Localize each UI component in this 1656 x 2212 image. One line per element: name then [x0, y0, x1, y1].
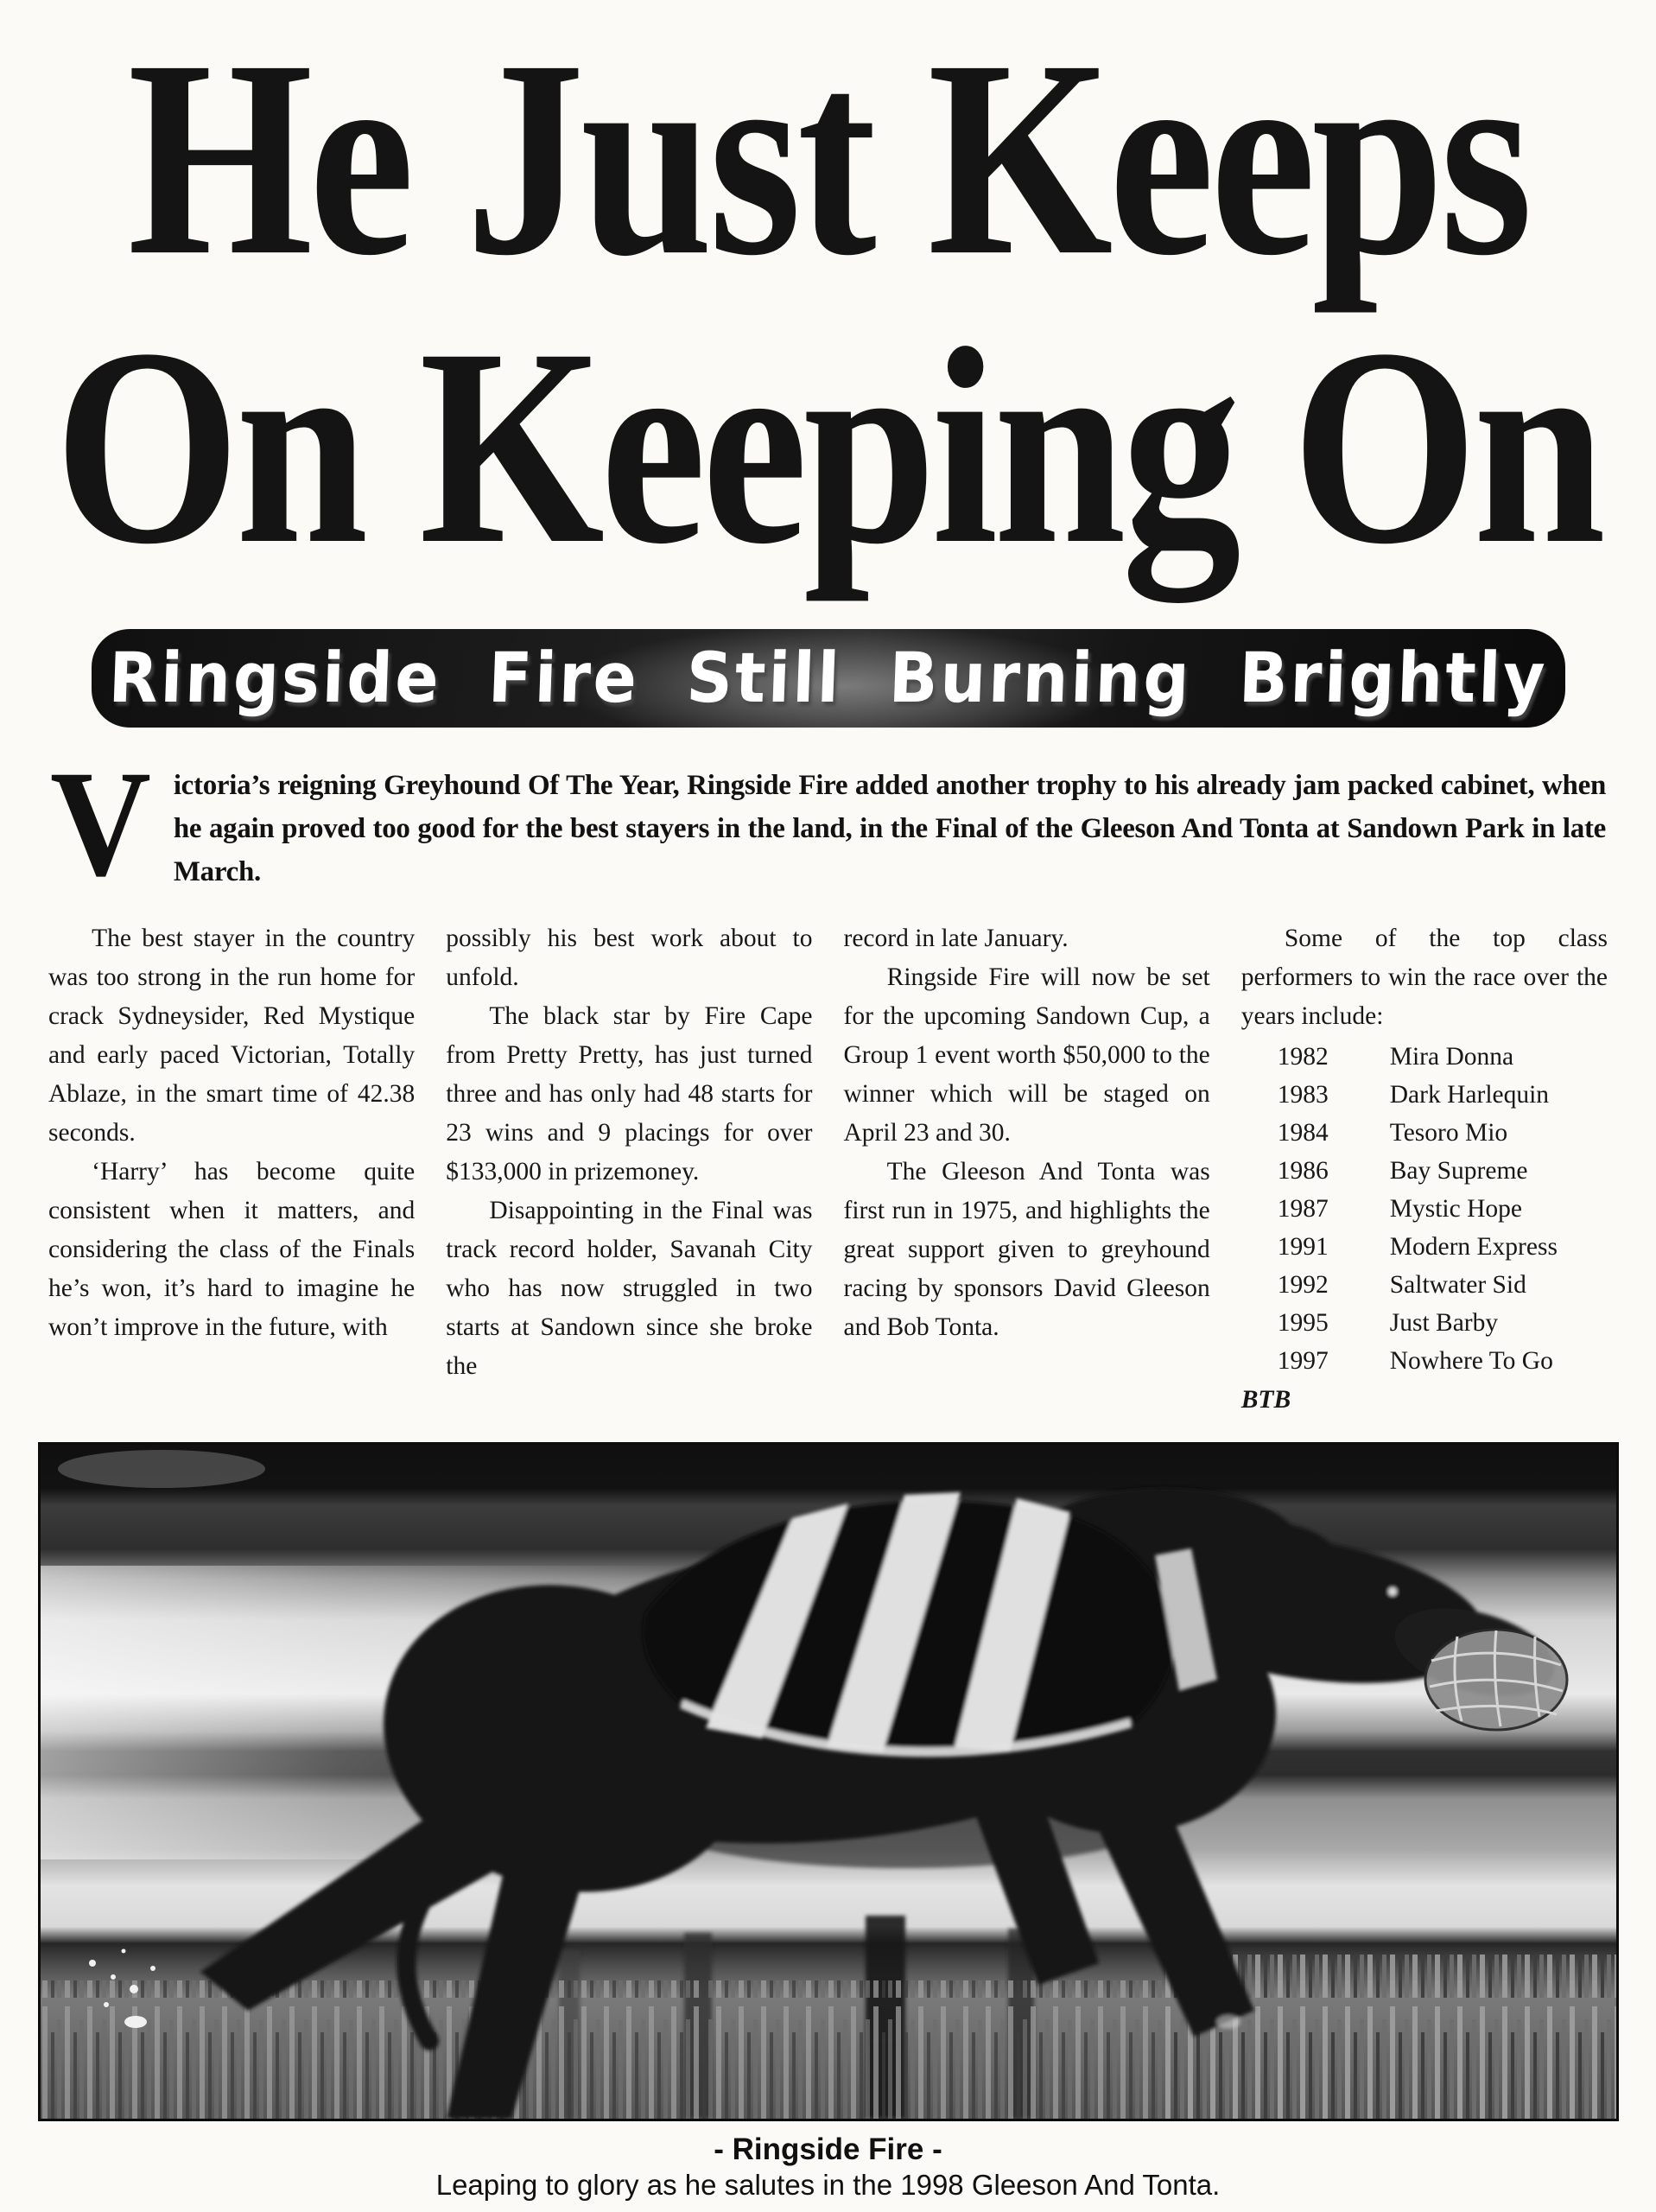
winner-name: Bay Supreme: [1389, 1157, 1528, 1185]
winner-row: [1241, 1228, 1608, 1266]
sign-off: BTB: [1240, 1386, 1291, 1414]
paragraph: Disappointing in the Final was track record holder, Savanah City who has now struggled in two starts at Sandown since she broke the: [446, 1197, 813, 1380]
winner-name: Nowhere To Go: [1389, 1347, 1553, 1375]
winner-year: 1983: [1277, 1081, 1329, 1109]
winner-year: 1997: [1277, 1347, 1329, 1375]
winner-row: [1241, 1038, 1608, 1076]
winner-name: Modern Express: [1389, 1233, 1558, 1261]
paragraph: The Gleeson And Tonta was first run in 1975, and highlights the great support given to greyhound racing by sponsors David Gleeson and Bob Tonta.: [843, 1158, 1210, 1341]
winner-year: 1982: [1277, 1043, 1329, 1071]
paragraph: record in late January.: [843, 925, 1069, 952]
winner-row: [1241, 1342, 1608, 1380]
winner-name: Mira Donna: [1389, 1043, 1514, 1071]
caption-text: Leaping to glory as he salutes in the 1998 Gleeson And Tonta.: [435, 2169, 1221, 2201]
winner-year: 1986: [1277, 1157, 1329, 1185]
headline-line-2: On Keeping On: [54, 289, 1602, 602]
winner-row: [1241, 1076, 1608, 1114]
column-4: [1241, 919, 1608, 1420]
photo-caption: [0, 2132, 1656, 2202]
headline-line-1: He Just Keeps: [127, 1, 1529, 314]
winner-row: [1241, 1190, 1608, 1228]
winner-year: 1984: [1277, 1119, 1329, 1147]
winner-name: Saltwater Sid: [1389, 1271, 1526, 1299]
subheadline-banner: [92, 629, 1565, 728]
winner-name: Dark Harlequin: [1389, 1081, 1550, 1109]
column-3: [844, 919, 1210, 1420]
paragraph: The black star by Fire Cape from Pretty Pretty, has just turned three and has only had 48 starts for 23 wins and 9 placings for over $133,000 in prizemoney.: [446, 1002, 813, 1185]
photo-frame: [38, 1442, 1619, 2121]
paragraph: The best stayer in the country was too strong in the run home for crack Sydneysider, Red Mystique and early paced Victorian, Totally Ablaze, in the smart time of 42.38 seconds.: [48, 925, 416, 1147]
caption-title: - Ringside Fire -: [714, 2133, 942, 2166]
paragraph: possibly his best work about to unfold.: [446, 925, 813, 991]
paragraph: Some of the top class performers to win the race over the years include:: [1240, 925, 1608, 1030]
column-2: [446, 919, 812, 1420]
winner-name: Mystic Hope: [1389, 1195, 1522, 1223]
lead-paragraph: [50, 740, 1606, 908]
winner-year: 1992: [1277, 1271, 1329, 1299]
article-columns: [48, 919, 1608, 1420]
paragraph: Ringside Fire will now be set for the upcoming Sandown Cup, a Group 1 event worth $50,000 to the winner which will be staged on April 23 and 30.: [843, 963, 1210, 1147]
winner-row: [1241, 1304, 1608, 1342]
winner-year: 1995: [1277, 1309, 1329, 1337]
winner-year: 1987: [1277, 1195, 1329, 1223]
lead-text: ictoria’s reigning Greyhound Of The Year, Ringside Fire added another trophy to his already jam packed cabinet, when he again proved too good for the best stayers in the land, in the Final of the Gleeson And Tonta at Sandown Park in late March.: [173, 770, 1606, 887]
greyhound-photo-illustration: [41, 1445, 1616, 2119]
subheadline-text: Ringside Fire Still Burning Brightly: [107, 638, 1549, 719]
winners-table: [1241, 1038, 1608, 1380]
paragraph: ‘Harry’ has become quite consistent when it matters, and considering the class of the Finals he’s won, it’s hard to imagine he won’t improve in the future, with: [48, 1158, 416, 1341]
winner-row: [1241, 1266, 1608, 1304]
winner-row: [1241, 1152, 1608, 1190]
winner-row: [1241, 1114, 1608, 1152]
headline: [0, 0, 1656, 602]
winner-name: Just Barby: [1389, 1309, 1499, 1337]
dropcap-v: V: [50, 740, 151, 908]
wire-muzzle-basket: [1425, 1630, 1567, 1730]
headline-lines: [0, 1, 1656, 602]
column-1: [48, 919, 415, 1420]
winner-year: 1991: [1277, 1233, 1329, 1261]
winner-name: Tesoro Mio: [1389, 1119, 1508, 1147]
